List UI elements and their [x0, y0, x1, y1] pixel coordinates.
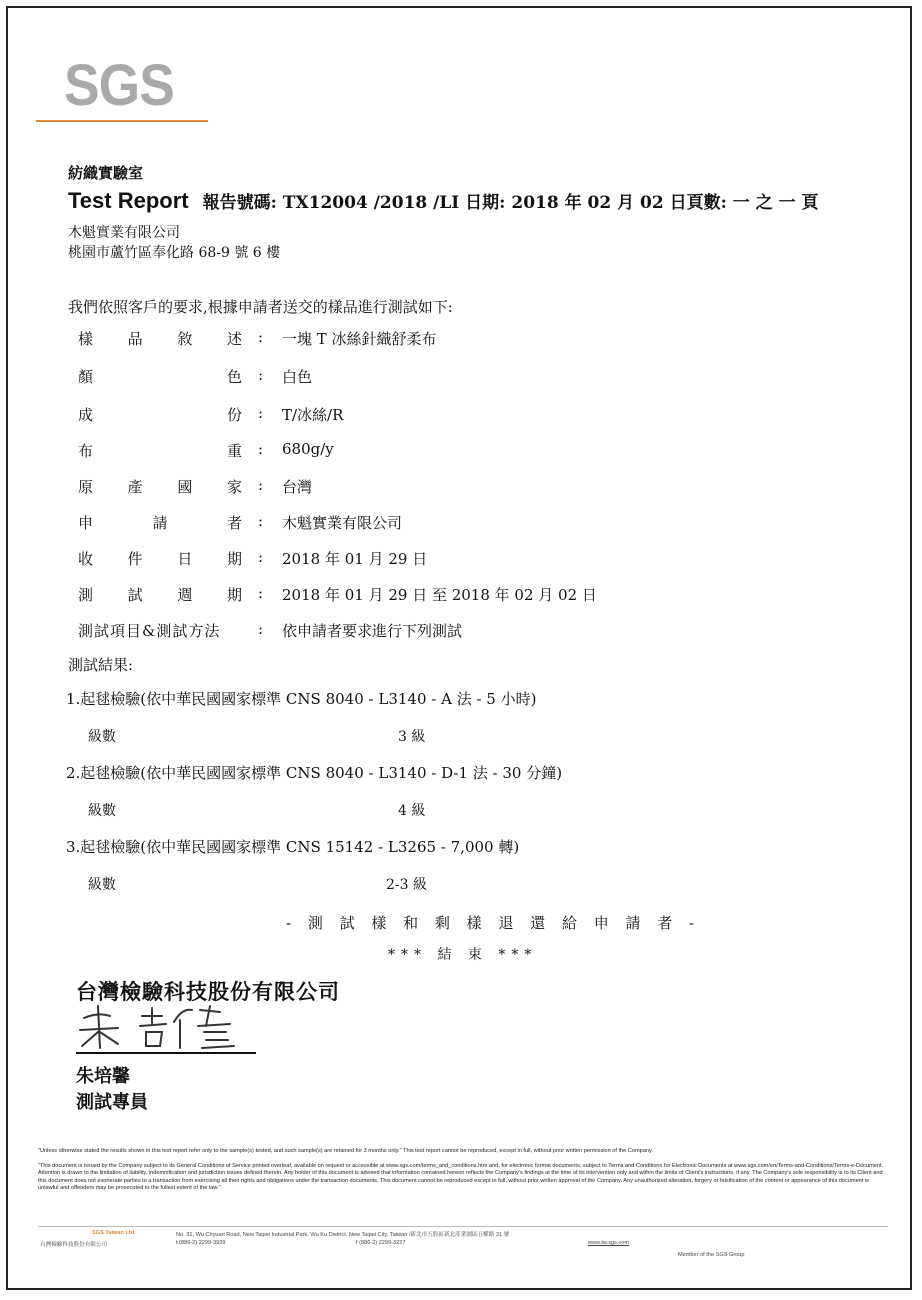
grade-value-2: 4 級 — [398, 803, 426, 819]
footer-address: No. 31, Wu Chyuan Road, New Taipei Industrial Park, Wu Ku District, New Taipei City, Taiwan /新北市五股區新北產業園區五權路 31 號 — [176, 1232, 510, 1238]
result-title-3: 3.起毬檢驗(依中華民國國家標準 CNS 15142 - L3265 - 7,000 轉) — [66, 838, 520, 856]
info-row-value: 白色 — [282, 368, 313, 386]
report-meta: 報告號碼: TX12004 /2018 /LI 日期: 2018 年 02 月 02 日頁數: 一 之 一 頁 — [202, 193, 819, 213]
client-name: 木魁實業有限公司 — [68, 225, 180, 241]
info-row-label-char: 國 — [177, 478, 193, 496]
intro-text: 我們依照客戶的要求,根據申請者送交的樣品進行測試如下: — [68, 298, 453, 316]
info-row-label-char: 布 — [78, 442, 94, 460]
grade-value-3: 2-3 級 — [386, 877, 427, 893]
info-row-label-char: 日 — [177, 550, 193, 568]
info-row-colon: : — [258, 440, 264, 458]
info-row-label-char: 顏 — [78, 368, 94, 386]
info-row-label-char: 請 — [152, 514, 168, 532]
info-row-label-char: 敘 — [177, 330, 193, 348]
info-row-label: 測試項目&測試方法 — [78, 622, 221, 640]
signer-title: 測試專員 — [76, 1092, 148, 1113]
logo-underline — [36, 120, 208, 122]
info-row-label-char: 申 — [78, 514, 94, 532]
info-row-label-char: 色 — [226, 368, 242, 386]
result-title-2: 2.起毬檢驗(依中華民國國家標準 CNS 8040 - L3140 - D-1 法 - 30 分鐘) — [66, 764, 563, 782]
lab-name: 紡織實驗室 — [68, 164, 144, 182]
info-row-label-char: 原 — [78, 478, 94, 496]
info-row-colon: : — [258, 404, 264, 422]
info-row-label-char: 週 — [177, 586, 193, 604]
handwritten-signature — [70, 998, 270, 1054]
info-row-label-char: 家 — [226, 478, 242, 496]
info-row-label-char: 產 — [127, 478, 143, 496]
grade-label-3: 級數 — [88, 877, 116, 893]
info-row-label — [78, 476, 242, 497]
info-row-colon: : — [258, 366, 264, 384]
end-note: *** 結 束 *** — [388, 947, 538, 963]
info-row-label-char: 件 — [127, 550, 143, 568]
info-row-label-char: 期 — [226, 586, 242, 604]
info-row-label — [78, 404, 242, 425]
grade-value-1: 3 級 — [398, 729, 426, 745]
grade-label-2: 級數 — [88, 803, 116, 819]
info-row-label-char: 樣 — [78, 330, 94, 348]
info-row-label-char: 份 — [226, 406, 242, 424]
footer-website[interactable]: www.tw.sgs.com — [588, 1240, 630, 1246]
info-row-value: 依申請者要求進行下列測試 — [282, 622, 463, 640]
return-note: - 測 試 樣 和 剩 樣 退 還 給 申 請 者 - — [286, 914, 701, 932]
info-row-value: 680g/y — [282, 440, 334, 458]
info-row-colon: : — [258, 620, 264, 638]
info-row-label-char: 者 — [226, 514, 242, 532]
info-row-label-char: 述 — [226, 330, 242, 348]
footer-member: Member of the SGS Group — [678, 1252, 745, 1258]
info-row-value: 2018 年 01 月 29 日 — [282, 550, 428, 568]
info-row-label — [78, 366, 242, 387]
info-row-colon: : — [258, 548, 264, 566]
info-row-label — [78, 584, 242, 605]
result-title-1: 1.起毬檢驗(依中華民國國家標準 CNS 8040 - L3140 - A 法 - 5 小時) — [66, 690, 537, 708]
sgs-logo: SGS — [64, 53, 174, 118]
info-row-value: 台灣 — [282, 478, 313, 496]
footer-brand-zh: 台灣檢驗科技股份有限公司 — [40, 1242, 108, 1248]
results-heading: 測試結果: — [68, 656, 134, 674]
footer-separator — [38, 1226, 888, 1227]
footer-brand-en: SGS Taiwan Ltd. — [92, 1230, 136, 1236]
company-name: 台灣檢驗科技股份有限公司 — [76, 979, 340, 1004]
info-row-label-char: 成 — [78, 406, 94, 424]
report-title-line — [68, 188, 819, 214]
info-row-label — [78, 548, 242, 569]
info-row-label-char: 品 — [127, 330, 143, 348]
info-row-label-char: 測 — [78, 586, 94, 604]
info-row-value: T/冰絲/R — [282, 406, 344, 424]
grade-label-1: 級數 — [88, 729, 116, 745]
info-row-label — [78, 440, 242, 461]
info-row-label — [78, 512, 242, 533]
signature-line — [76, 1052, 256, 1054]
signer-name: 朱培馨 — [76, 1066, 130, 1087]
info-row-label-char: 期 — [226, 550, 242, 568]
info-row-label-char: 試 — [127, 586, 143, 604]
info-row-value: 一塊 T 冰絲針織舒柔布 — [282, 330, 437, 348]
info-row-value: 2018 年 01 月 29 日 至 2018 年 02 月 02 日 — [282, 586, 597, 604]
disclaimer-2: "This document is issued by the Company subject to its General Conditions of Service printed overleaf, available on request or accessible at www.sgs.com/terms_and_conditions.htm and, for electronic format documents, subject to Terms and Conditions for Electronic Documents at www.sgs.com/en/Terms-and-Conditions/Terms-e-Document. Attention is drawn to the limitation of liability, indemnification and jurisdiction issues defined therein. Any holder of this document is advised that information contained hereon reflects the Company's findings at the time of its intervention only and within the limits of Client's instructions, if any. The Company's sole responsibility is to its Client and this document does not exonerate parties to a transaction from exercising all their rights and obligations under the transaction documents. This document cannot be reproduced except in full, without prior written approval of the Company. Any unauthorized alteration, forgery or falsification of the content or appearance of this document is unlawful and offenders may be prosecuted to the fullest extent of the law." — [38, 1163, 884, 1192]
footer-phone: t (886-2) 2299-3939 — [176, 1240, 226, 1246]
report-title: Test Report — [68, 188, 189, 213]
info-row-colon: : — [258, 512, 264, 530]
info-row-colon: : — [258, 584, 264, 602]
footer-fax: f (886-2) 2299-3227 — [356, 1240, 406, 1246]
info-row-label — [78, 328, 242, 349]
info-row-colon: : — [258, 476, 264, 494]
disclaimer-1: "Unless otherwise stated the results shown in this test report refer only to the sample(s) tested, and such sample(s) are retained for 3 months only." This test report cannot be reproduced, except in full, without prior written permission of the Company. — [38, 1148, 653, 1154]
info-row-value: 木魁實業有限公司 — [282, 514, 403, 532]
info-row-colon: : — [258, 328, 264, 346]
client-address: 桃園市蘆竹區奉化路 68-9 號 6 樓 — [68, 245, 281, 261]
info-row-label-char: 重 — [226, 442, 242, 460]
info-row-label-char: 收 — [78, 550, 94, 568]
